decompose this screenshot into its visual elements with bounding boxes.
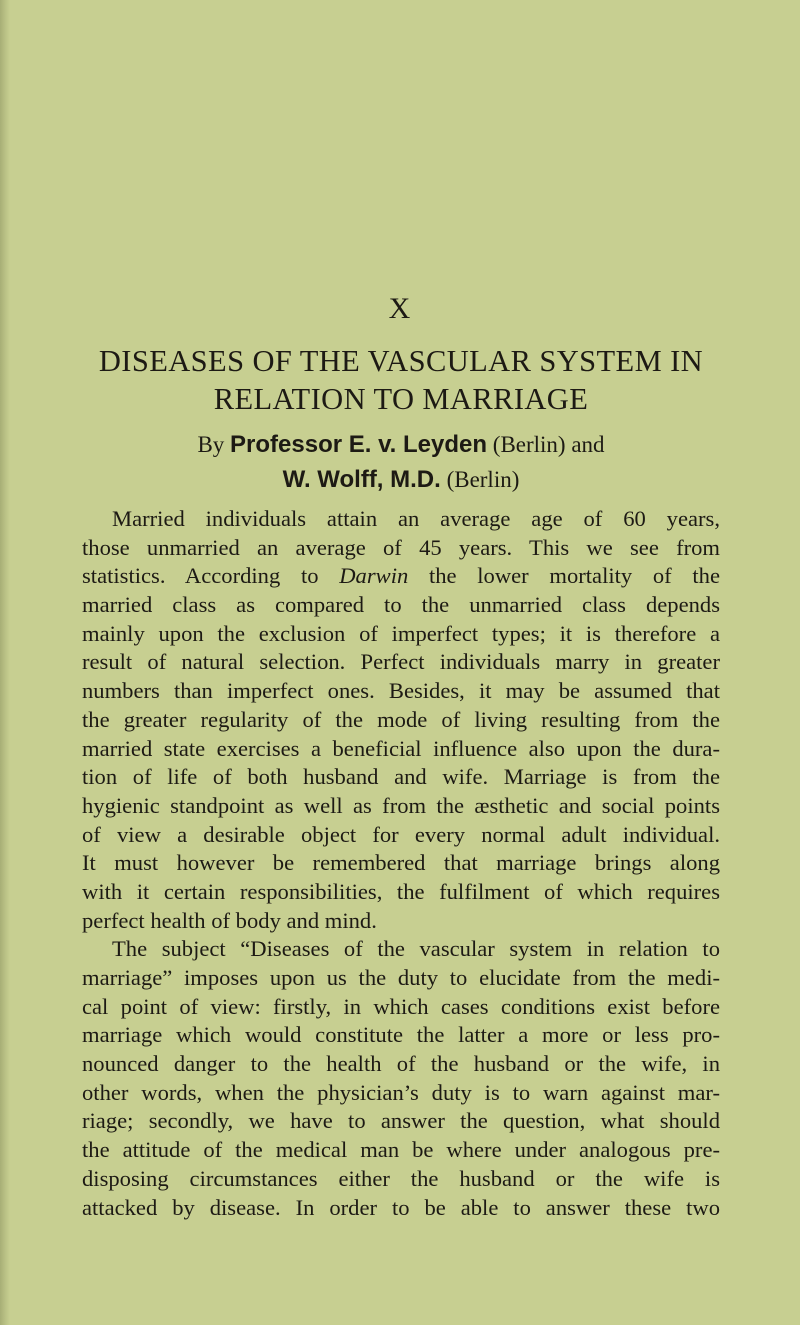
text-line: riage; secondly, we have to answer the question, what should <box>82 1108 720 1134</box>
text-segment: the lower mortality of the <box>428 563 720 589</box>
paragraph-1 <box>82 505 720 935</box>
text-line: The subject “Diseases of the vascular system in relation to <box>112 936 720 962</box>
text-line <box>82 562 720 591</box>
text-line: of view a desirable object for every normal adult individual. <box>82 821 720 847</box>
body-text <box>82 505 720 1222</box>
text-line: tion of life of both husband and wife. Marriage is from the <box>82 764 720 790</box>
chapter-number: X <box>388 292 412 325</box>
text-line: those unmarried an average of 45 years. This we see from <box>82 534 720 560</box>
text-line: numbers than imperfect ones. Besides, it may be assumed that <box>82 678 720 704</box>
byline <box>40 427 762 497</box>
title-line-2: RELATION TO MARRIAGE <box>213 382 589 416</box>
text-line: attacked by disease. In order to be able to answer these two <box>82 1194 720 1220</box>
author-2-name: W. Wolff, M.D. <box>282 466 441 493</box>
text-line: hygienic standpoint as well as from the æsthetic and social points <box>82 792 720 818</box>
byline-line-1 <box>40 427 762 462</box>
darwin-name: Darwin <box>339 563 409 589</box>
text-line: marriage” imposes upon us the duty to elucidate from the medi- <box>82 965 720 990</box>
chapter-title <box>40 342 762 418</box>
text-line: disposing circumstances either the husband or the wife is <box>82 1165 720 1191</box>
text-line: mainly upon the exclusion of imperfect types; it is therefore a <box>82 620 720 646</box>
author-1-name: Professor E. v. Leyden <box>230 431 488 458</box>
text-line: with it certain responsibilities, the fulfilment of which requires <box>82 878 720 904</box>
author-2-location: (Berlin) <box>446 467 520 492</box>
text-line: married state exercises a beneficial influence also upon the dura- <box>82 735 720 761</box>
text-line: It must however be remembered that marriage brings along <box>82 850 720 876</box>
byline-line-2 <box>40 462 762 497</box>
text-line: other words, when the physician’s duty is to warn against mar- <box>82 1079 720 1105</box>
text-line: Married individuals attain an average age of 60 years, <box>112 506 720 531</box>
title-line-1: DISEASES OF THE VASCULAR SYSTEM IN <box>98 344 704 378</box>
text-line: result of natural selection. Perfect individuals marry in greater <box>82 649 720 675</box>
text-line: marriage which would constitute the latter a more or less pro- <box>82 1022 720 1048</box>
text-line: the greater regularity of the mode of living resulting from the <box>82 706 720 732</box>
author-1-location: (Berlin) and <box>492 432 605 457</box>
text-segment: statistics. According to <box>82 563 319 589</box>
text-line: married class as compared to the unmarried class depends <box>82 592 720 618</box>
paragraph-2 <box>82 935 720 1222</box>
text-line: nounced danger to the health of the husband or the wife, in <box>82 1051 720 1077</box>
byline-prefix: By <box>197 432 225 457</box>
text-line: cal point of view: firstly, in which cases conditions exist before <box>82 993 720 1019</box>
text-line: the attitude of the medical man be where under analogous pre- <box>82 1137 720 1163</box>
text-line: perfect health of body and mind. <box>82 907 377 933</box>
